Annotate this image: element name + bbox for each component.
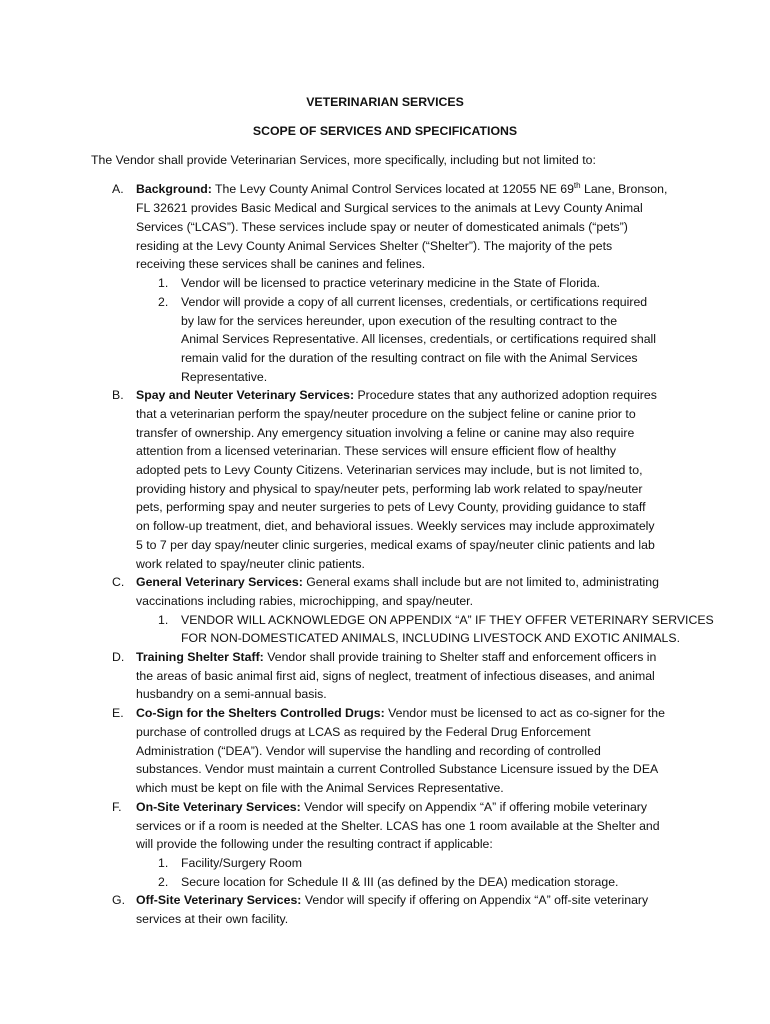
- section-b-line: providing history and physical to spay/neuter pets, performing lab work related to spay/neuter: [136, 482, 643, 496]
- section-e-line: purchase of controlled drugs at LCAS as required by the Federal Drug Enforcement: [136, 725, 591, 739]
- intro-paragraph: The Vendor shall provide Veterinarian Services, more specifically, including but not limited to:: [91, 153, 596, 167]
- section-a-item-line: by law for the services hereunder, upon execution of the resulting contract to the: [181, 314, 618, 328]
- section-b-line: adopted pets to Levy County Citizens. Veterinarian services may include, but is not limited to,: [136, 463, 643, 477]
- section-a-item-line: Animal Services Representative. All licenses, credentials, or certifications required shall: [181, 332, 657, 346]
- section-e-line: Administration (“DEA”). Vendor will supervise the handling and recording of controlled: [136, 744, 601, 758]
- section-g-letter: G.: [112, 893, 125, 907]
- section-g-heading: Off-Site Veterinary Services:: [136, 893, 302, 907]
- section-f-item-number: 1.: [158, 856, 169, 870]
- section-a-line: receiving these services shall be canines and felines.: [136, 257, 426, 271]
- section-b-first-line: Spay and Neuter Veterinary Services: Procedure states that any authorized adoption requires: [136, 388, 657, 402]
- section-e-letter: E.: [112, 706, 124, 720]
- section-a-item-line: Representative.: [181, 370, 268, 384]
- section-g-first-line: Off-Site Veterinary Services: Vendor will specify if offering on Appendix “A” off-site veterinary: [136, 893, 649, 907]
- section-e-line: which must be kept on file with the Animal Services Representative.: [136, 781, 504, 795]
- section-e-first-line: Co-Sign for the Shelters Controlled Drugs: Vendor must be licensed to act as co-signer for the: [136, 706, 665, 720]
- section-f-heading: On-Site Veterinary Services:: [136, 800, 301, 814]
- section-c-item-line: FOR NON-DOMESTICATED ANIMALS, INCLUDING LIVESTOCK AND EXOTIC ANIMALS.: [181, 631, 681, 645]
- section-d-heading: Training Shelter Staff:: [136, 650, 264, 664]
- section-c-first-line: General Veterinary Services: General exams shall include but are not limited to, administrating: [136, 575, 659, 589]
- section-e-line: substances. Vendor must maintain a current Controlled Substance Licensure issued by the DEA: [136, 762, 659, 776]
- section-b-line: work related to spay/neuter clinic patients.: [136, 557, 365, 571]
- section-a-item-line: remain valid for the duration of the resulting contract on file with the Animal Services: [181, 351, 638, 365]
- section-a-line: residing at the Levy County Animal Services Shelter (“Shelter”). The majority of the pets: [136, 239, 613, 253]
- ordinal-suffix: th: [573, 181, 581, 190]
- section-d-first-line: Training Shelter Staff: Vendor shall provide training to Shelter staff and enforcement officers in: [136, 650, 657, 664]
- section-d-line: husbandry on a semi-annual basis.: [136, 687, 327, 701]
- section-c-line: vaccinations including rabies, microchipping, and spay/neuter.: [136, 594, 473, 608]
- section-f-item-line: Secure location for Schedule II & III (as defined by the DEA) medication storage.: [181, 875, 619, 889]
- section-a-line: FL 32621 provides Basic Medical and Surgical services to the animals at Levy County Animal: [136, 201, 643, 215]
- document-subtitle: SCOPE OF SERVICES AND SPECIFICATIONS: [252, 124, 518, 138]
- section-a-item-number: 1.: [158, 276, 169, 290]
- section-f-first-line: On-Site Veterinary Services: Vendor will specify on Appendix “A” if offering mobile veterinary: [136, 800, 648, 814]
- section-d-letter: D.: [112, 650, 125, 664]
- section-f-letter: F.: [112, 800, 122, 814]
- section-e-heading: Co-Sign for the Shelters Controlled Drugs:: [136, 706, 385, 720]
- section-f-item-number: 2.: [158, 875, 169, 889]
- section-a-letter: A.: [112, 182, 124, 196]
- section-b-line: transfer of ownership. Any emergency situation involving a feline or canine may also require: [136, 426, 635, 440]
- section-b-line: attention from a licensed veterinarian. These services will ensure efficient flow of healthy: [136, 444, 617, 458]
- section-a-first-line: Background: The Levy County Animal Control Services located at 12055 NE 69th Lane, Bronson,: [136, 181, 668, 196]
- section-b-letter: B.: [112, 388, 124, 402]
- section-c-item-line: VENDOR WILL ACKNOWLEDGE ON APPENDIX “A” IF THEY OFFER VETERINARY SERVICES: [181, 613, 714, 627]
- section-a-heading: Background:: [136, 182, 212, 196]
- section-a-item-line: Vendor will be licensed to practice veterinary medicine in the State of Florida.: [181, 276, 600, 290]
- section-g-line: services at their own facility.: [136, 912, 289, 926]
- section-a-item-number: 2.: [158, 295, 169, 309]
- document-title: VETERINARIAN SERVICES: [306, 95, 464, 109]
- section-f-line: services or if a room is needed at the Shelter. LCAS has one 1 room available at the Shelter and: [136, 819, 660, 833]
- section-c-heading: General Veterinary Services:: [136, 575, 303, 589]
- section-b-line: that a veterinarian perform the spay/neuter procedure on the subject feline or canine prior to: [136, 407, 636, 421]
- section-b-line: on follow-up treatment, diet, and behavioral issues. Weekly services may include approximately: [136, 519, 655, 533]
- section-c-item-number: 1.: [158, 613, 169, 627]
- section-d-line: the areas of basic animal first aid, signs of neglect, treatment of infectious diseases, and animal: [136, 669, 655, 683]
- section-c-letter: C.: [112, 575, 125, 589]
- section-f-line: will provide the following under the resulting contract if applicable:: [136, 837, 493, 851]
- section-a-line: Services (“LCAS”). These services include spay or neuter of domesticated animals (“pets”): [136, 220, 628, 234]
- section-a-item-line: Vendor will provide a copy of all current licenses, credentials, or certifications required: [181, 295, 648, 309]
- section-b-heading: Spay and Neuter Veterinary Services:: [136, 388, 355, 402]
- section-b-line: 5 to 7 per day spay/neuter clinic surgeries, medical exams of spay/neuter clinic patients and lab: [136, 538, 655, 552]
- section-f-item-line: Facility/Surgery Room: [181, 856, 302, 870]
- section-b-line: pets, performing spay and neuter surgeries to pets of Levy County, providing guidance to staff: [136, 500, 646, 514]
